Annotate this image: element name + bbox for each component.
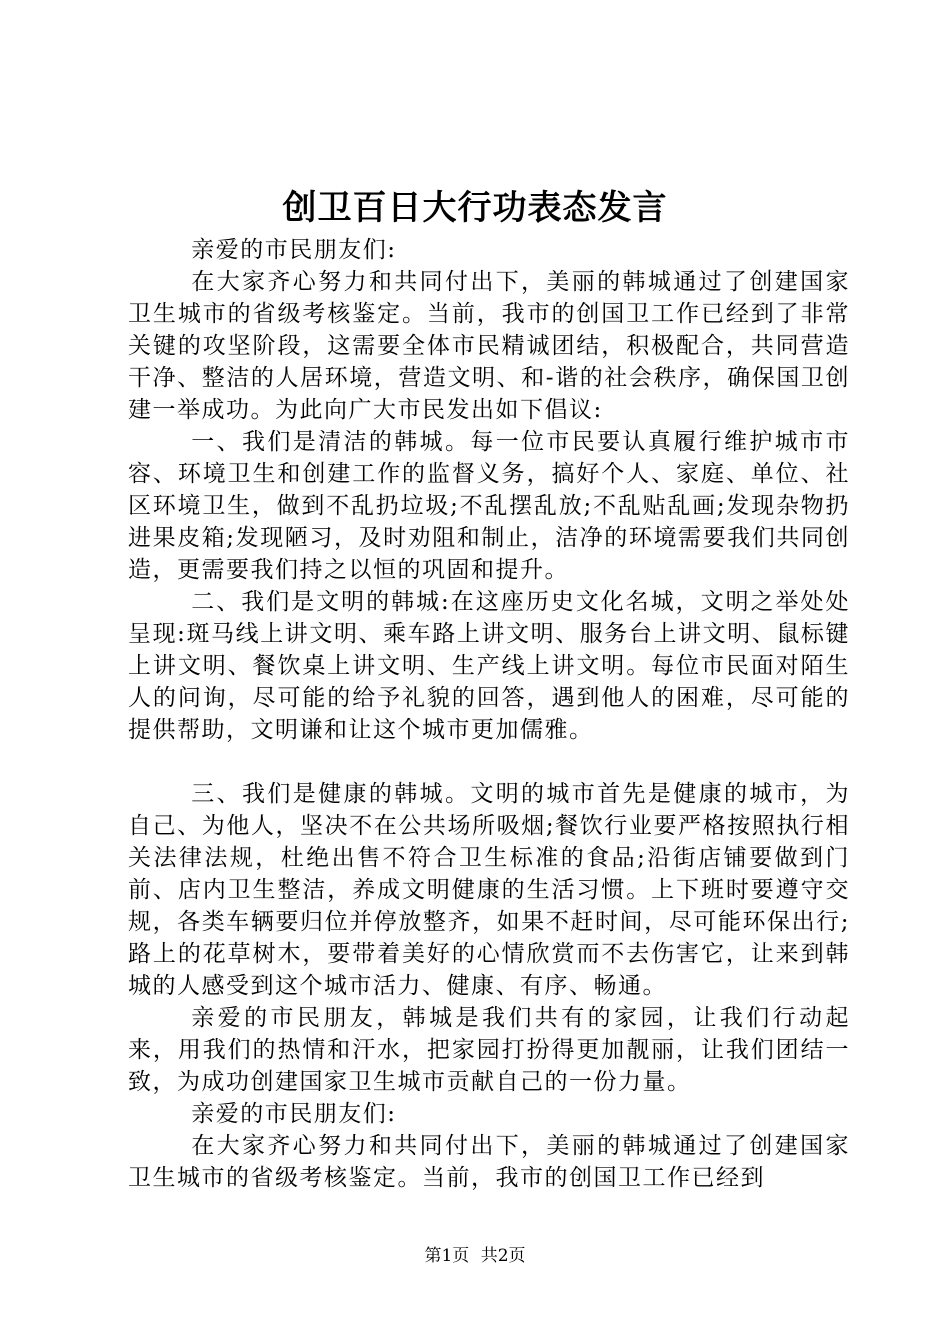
document-title: 创卫百日大行功表态发言 xyxy=(282,188,668,228)
page-number: 第1页 xyxy=(424,1246,470,1266)
closing-paragraph: 亲爱的市民朋友，韩城是我们共有的家园，让我们行动起来，用我们的热情和汗水，把家园打扮得更加靓丽，让我们团结一致，为成功创建国家卫生城市贡献自己的一份力量。 xyxy=(128,1005,850,1095)
greeting-paragraph: 亲爱的市民朋友们: xyxy=(191,237,397,263)
intro-paragraph: 在大家齐心努力和共同付出下，美丽的韩城通过了创建国家卫生城市的省级考核鉴定。当前，我市的创国卫工作已经到了非常关键的攻坚阶段，这需要全体市民精诚团结，积极配合，共同营造干净、整洁的人居环境，营造文明、和-谐的社会秩序，确保国卫创建一举成功。为此向广大市民发出如下倡议: xyxy=(128,269,850,423)
point-one-paragraph: 一、我们是清洁的韩城。每一位市民要认真履行维护城市市容、环境卫生和创建工作的监督义务，搞好个人、家庭、单位、社区环境卫生，做到不乱扔垃圾;不乱摆乱放;不乱贴乱画;发现杂物扔进果皮箱;发现陋习，及时劝阻和制止，洁净的环境需要我们共同创造，更需要我们持之以恒的巩固和提升。 xyxy=(128,429,850,583)
page-total: 共2页 xyxy=(480,1246,526,1266)
document-body xyxy=(128,234,850,1194)
point-two-paragraph: 二、我们是文明的韩城:在这座历史文化名城，文明之举处处呈现:斑马线上讲文明、乘车路上讲文明、服务台上讲文明、鼠标键上讲文明、餐饮桌上讲文明、生产线上讲文明。每位市民面对陌生人的问询，尽可能的给予礼貌的回答，遇到他人的困难，尽可能的提供帮助，文明谦和让这个城市更加儒雅。 xyxy=(128,589,850,743)
point-three-paragraph: 三、我们是健康的韩城。文明的城市首先是健康的城市，为自己、为他人，坚决不在公共场所吸烟;餐饮行业要严格按照执行相关法律法规，杜绝出售不符合卫生标准的食品;沿街店铺要做到门前、店内卫生整洁，养成文明健康的生活习惯。上下班时要遵守交规，各类车辆要归位并停放整齐，如果不赶时间，尽可能环保出行;路上的花草树木，要带着美好的心情欣赏而不去伤害它，让来到韩城的人感受到这个城市活力、健康、有序、畅通。 xyxy=(128,781,850,999)
page-footer xyxy=(0,1245,950,1267)
repeat-greeting-paragraph: 亲爱的市民朋友们: xyxy=(191,1101,397,1127)
repeat-intro-paragraph: 在大家齐心努力和共同付出下，美丽的韩城通过了创建国家卫生城市的省级考核鉴定。当前，我市的创国卫工作已经到 xyxy=(128,1133,850,1191)
